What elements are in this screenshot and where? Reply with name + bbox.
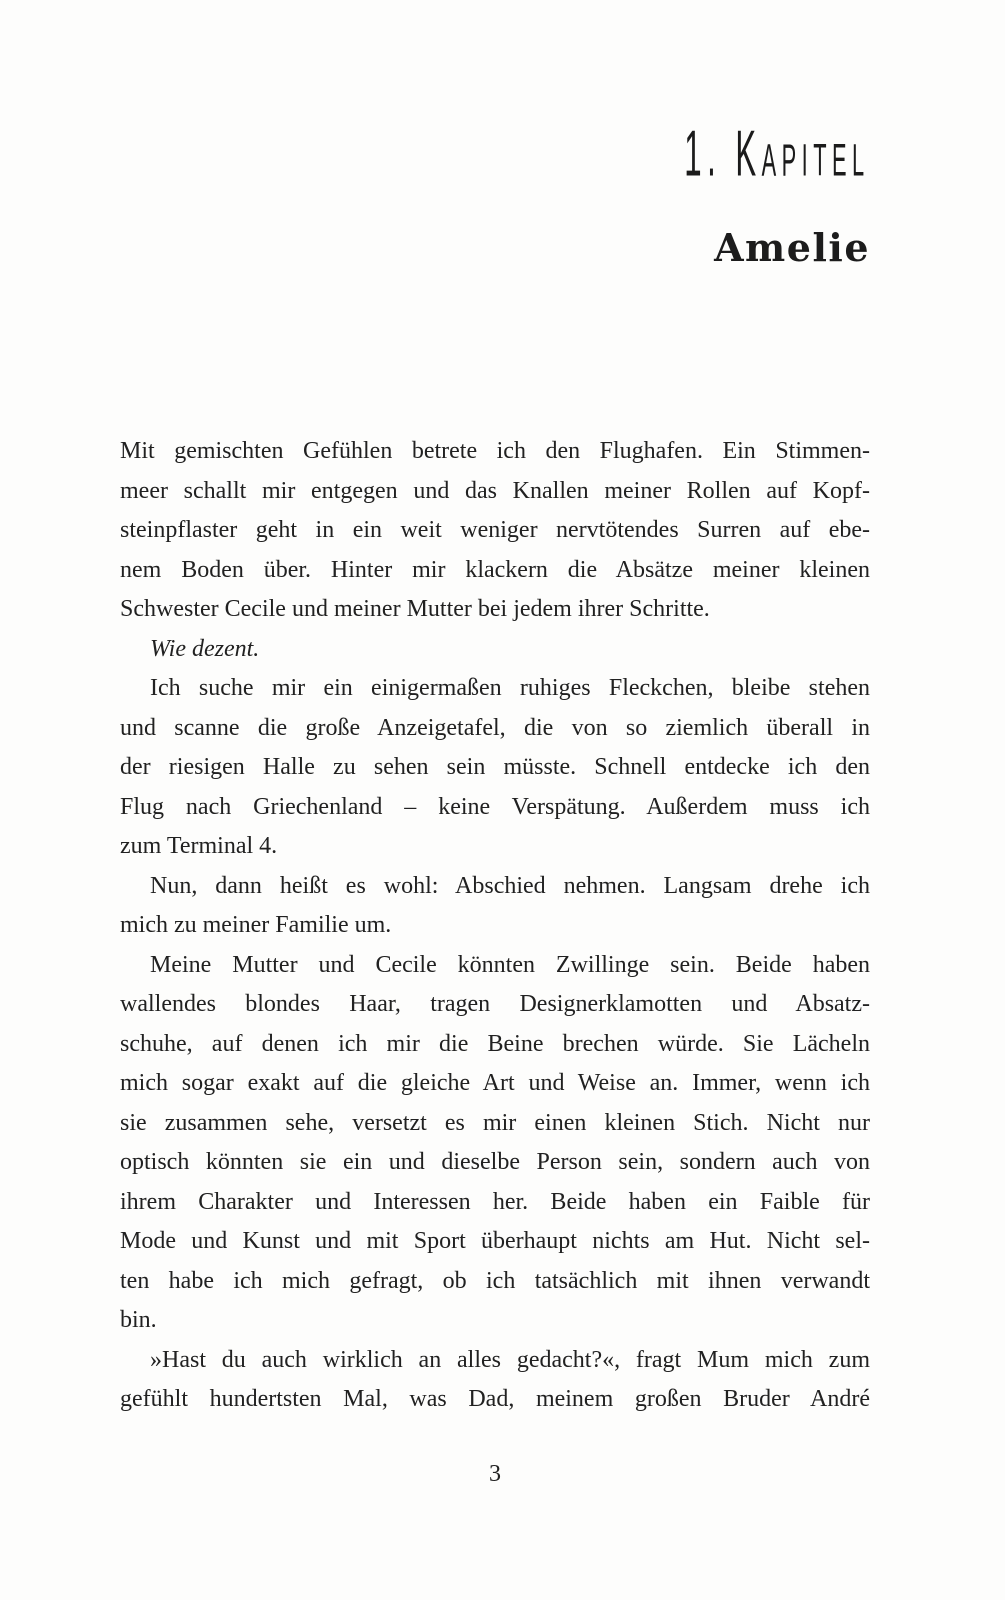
text-line: zum Terminal 4. (120, 833, 278, 859)
text-line: nem Boden über. Hinter mir klackern die Absätze meiner kleinen (120, 556, 870, 583)
chapter-heading: 1. Kapitel (684, 118, 870, 191)
paragraph (120, 946, 870, 1341)
text-line: ihrem Charakter und Interessen her. Beide haben ein Faible für (120, 1188, 870, 1215)
body-text (120, 432, 870, 1420)
text-line: schuhe, auf denen ich mir die Beine brechen würde. Sie Lächeln (120, 1030, 870, 1057)
paragraph (120, 630, 870, 670)
text-line: Wie dezent. (150, 635, 260, 662)
text-line: Mit gemischten Gefühlen betrete ich den Flughafen. Ein Stimmen- (120, 438, 870, 464)
paragraph (120, 1341, 870, 1420)
text-line: und scanne die große Anzeigetafel, die von so ziemlich überall in (120, 714, 870, 741)
text-line: Meine Mutter und Cecile könnten Zwillinge sein. Beide haben (150, 951, 870, 978)
paragraph (120, 432, 870, 630)
text-line: »Hast du auch wirklich an alles gedacht?«, fragt Mum mich zum (150, 1346, 870, 1373)
text-line: Ich suche mir ein einigermaßen ruhiges Fleckchen, bleibe stehen (150, 675, 870, 701)
page-number: 3 (489, 1461, 501, 1487)
text-line: optisch könnten sie ein und dieselbe Person sein, sondern auch von (120, 1149, 870, 1175)
text-line: bin. (120, 1307, 157, 1333)
text-line: gefühlt hundertsten Mal, was Dad, meinem großen Bruder André (120, 1386, 870, 1412)
text-line: der riesigen Halle zu sehen sein müsste. Schnell entdecke ich den (120, 754, 870, 780)
text-line: mich sogar exakt auf die gleiche Art und Weise an. Immer, wenn ich (120, 1070, 870, 1096)
text-line: sie zusammen sehe, versetzt es mir einen kleinen Stich. Nicht nur (120, 1109, 870, 1136)
text-line: Nun, dann heißt es wohl: Abschied nehmen. Langsam drehe ich (150, 872, 870, 899)
chapter-pov-name: Amelie (714, 225, 870, 270)
text-line: Schwester Cecile und meiner Mutter bei jedem ihrer Schritte. (120, 596, 710, 622)
text-line: ten habe ich mich gefragt, ob ich tatsächlich mit ihnen verwandt (120, 1267, 870, 1294)
text-line: Mode und Kunst und mit Sport überhaupt nichts am Hut. Nicht sel- (120, 1228, 870, 1254)
paragraph (120, 867, 870, 946)
text-line: steinpflaster geht in ein weit weniger nervtötendes Surren auf ebe- (120, 517, 870, 543)
text-line: Flug nach Griechenland – keine Verspätung. Außerdem muss ich (120, 793, 870, 820)
text-line: mich zu meiner Familie um. (120, 912, 392, 938)
paragraph (120, 669, 870, 867)
text-line: wallendes blondes Haar, tragen Designerklamotten und Absatz- (120, 991, 870, 1017)
text-line: meer schallt mir entgegen und das Knallen meiner Rollen auf Kopf- (120, 477, 870, 504)
